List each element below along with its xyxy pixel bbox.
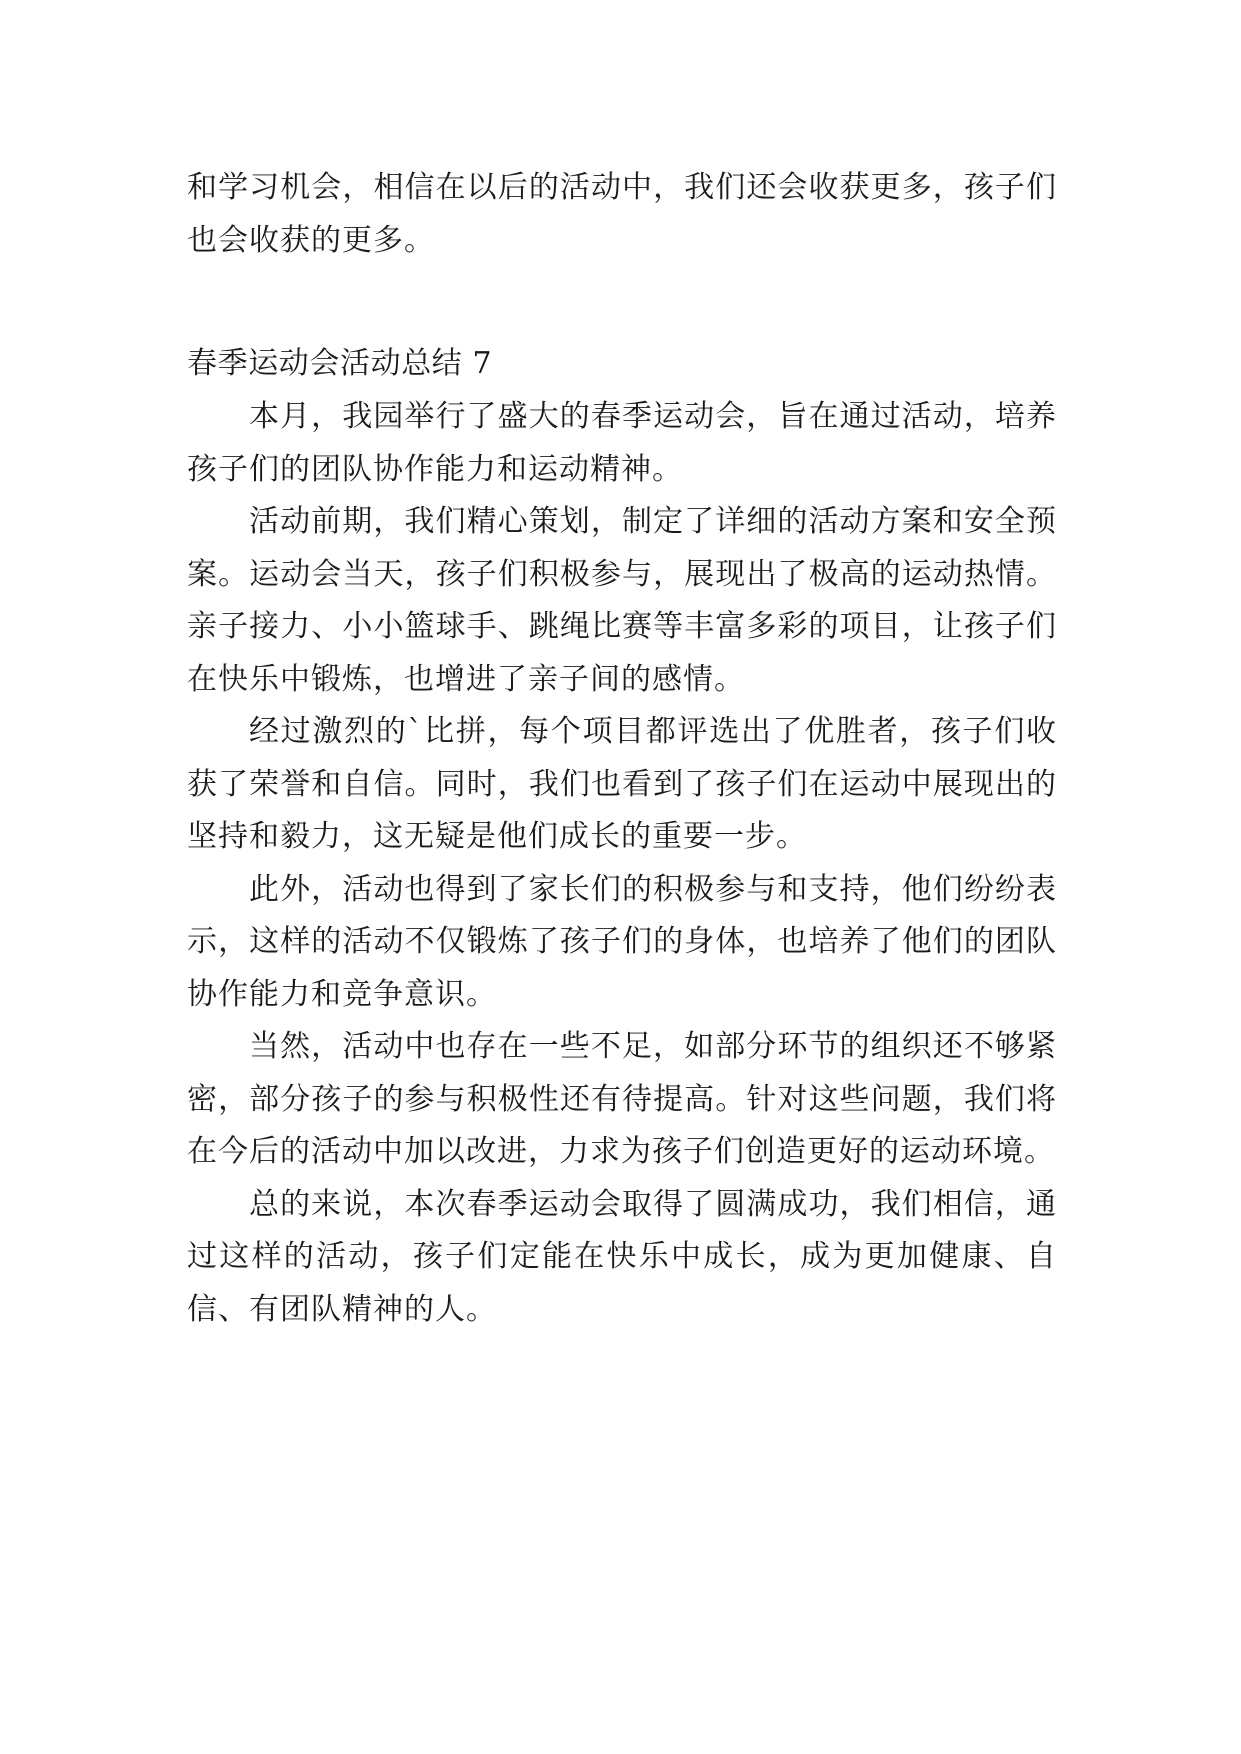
- paragraph: 本月，我园举行了盛大的春季运动会，旨在通过活动，培养孩子们的团队协作能力和运动精神。: [187, 399, 1057, 487]
- paragraph: 总的来说，本次春季运动会取得了圆满成功，我们相信，通过这样的活动，孩子们定能在快乐中成长，成为更加健康、自信、有团队精神的人。: [187, 1186, 1057, 1327]
- paragraph: 此外，活动也得到了家长们的积极参与和支持，他们纷纷表示，这样的活动不仅锻炼了孩子们的身体，也培养了他们的团队协作能力和竞争意识。: [187, 871, 1057, 1012]
- continued-text: [187, 162, 1057, 267]
- section-body: [187, 391, 1057, 1336]
- continued-paragraph: 和学习机会，相信在以后的活动中，我们还会收获更多，孩子们也会收获的更多。: [187, 170, 1057, 258]
- paragraph: 活动前期，我们精心策划，制定了详细的活动方案和安全预案。运动会当天，孩子们积极参与，展现出了极高的运动热情。亲子接力、小小篮球手、跳绳比赛等丰富多彩的项目，让孩子们在快乐中锻炼，也增进了亲子间的感情。: [187, 504, 1057, 697]
- paragraph: 当然，活动中也存在一些不足，如部分环节的组织还不够紧密，部分孩子的参与积极性还有待提高。针对这些问题，我们将在今后的活动中加以改进，力求为孩子们创造更好的运动环境。: [187, 1029, 1057, 1169]
- section-title: 春季运动会活动总结 7: [187, 346, 493, 381]
- paragraph: 经过激烈的`比拼，每个项目都评选出了优胜者，孩子们收获了荣誉和自信。同时，我们也看到了孩子们在运动中展现出的坚持和毅力，这无疑是他们成长的重要一步。: [187, 714, 1057, 854]
